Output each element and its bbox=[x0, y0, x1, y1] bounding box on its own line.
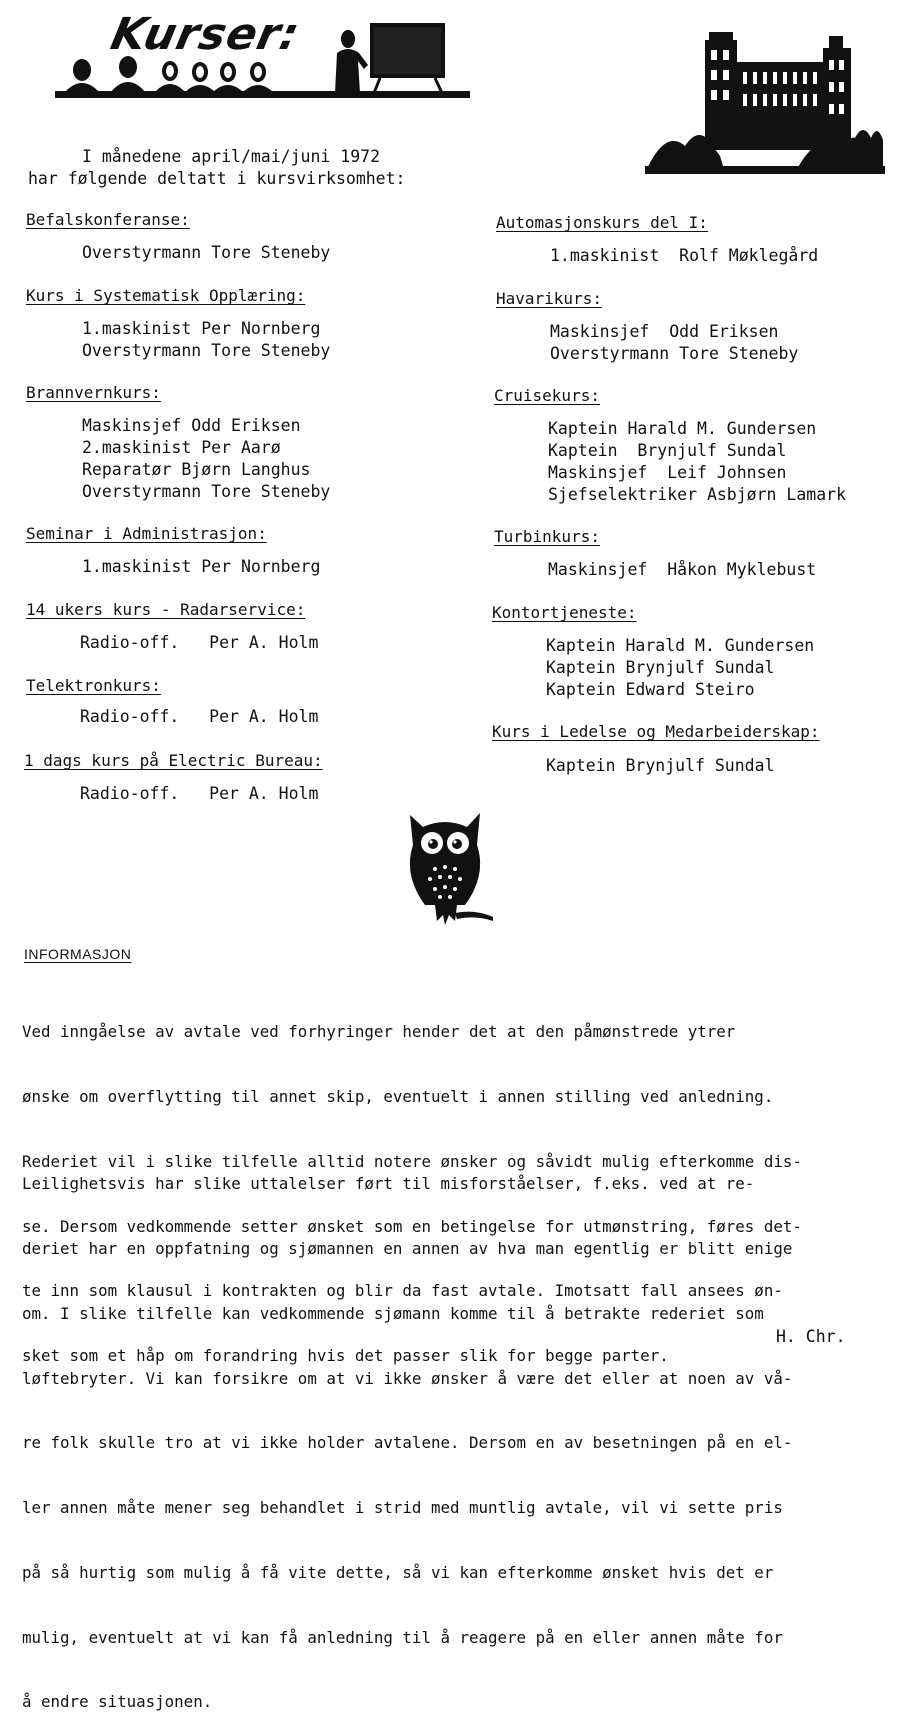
list-item: Radio-off. Per A. Holm bbox=[80, 707, 319, 726]
list-item: Kaptein Brynjulf Sundal bbox=[548, 441, 787, 460]
section-heading-befalskonferanse: Befalskonferanse: bbox=[26, 210, 190, 229]
list-item: Kaptein Brynjulf Sundal bbox=[546, 658, 775, 677]
paragraph-line: ønske om overflytting til annet skip, eventuelt i annen stilling ved anledning. bbox=[22, 1086, 774, 1106]
section-heading-havarikurs: Havarikurs: bbox=[496, 289, 602, 308]
paragraph-line: Ved inngåelse av avtale ved forhyringer hender det at den påmønstrede ytrer bbox=[22, 1022, 736, 1042]
paragraph-line: re folk skulle tro at vi ikke holder avtalene. Dersom en av besetningen på en el- bbox=[22, 1433, 793, 1453]
signature: H. Chr. bbox=[776, 1327, 846, 1346]
intro-line-2: har følgende deltatt i kursvirksomhet: bbox=[28, 169, 406, 188]
list-item: Overstyrmann Tore Steneby bbox=[550, 344, 799, 363]
list-item: Reparatør Bjørn Langhus bbox=[82, 460, 311, 479]
paragraph-line: mulig, eventuelt at vi kan få anledning til å reagere på en eller annen måte for bbox=[22, 1627, 783, 1647]
list-item: Sjefselektriker Asbjørn Lamark bbox=[548, 485, 847, 504]
section-heading-kontortjeneste: Kontortjeneste: bbox=[492, 603, 637, 622]
paragraph-line: se. Dersom vedkommende setter ønsket som en betingelse for utmønstring, føres det- bbox=[22, 1216, 802, 1236]
list-item: 2.maskinist Per Aarø bbox=[82, 438, 281, 457]
paragraph-line: å endre situasjonen. bbox=[22, 1692, 213, 1712]
section-heading-brannvernkurs: Brannvernkurs: bbox=[26, 383, 161, 402]
paragraph-line: løftebryter. Vi kan forsikre om at vi ikke ønsker å være det eller at noen av vå- bbox=[22, 1368, 793, 1388]
building-illustration bbox=[645, 28, 885, 178]
building-icon bbox=[645, 28, 885, 178]
paragraph-line: sket som et håp om forandring hvis det passer slik for begge parter. bbox=[22, 1346, 669, 1366]
section-heading-turbinkurs: Turbinkurs: bbox=[494, 527, 600, 546]
list-item: Overstyrmann Tore Steneby bbox=[82, 482, 331, 501]
list-item: Kaptein Brynjulf Sundal bbox=[546, 756, 775, 775]
section-heading-cruisekurs: Cruisekurs: bbox=[494, 386, 600, 405]
paragraph-line: Rederiet vil i slike tilfelle alltid notere ønsker og såvidt mulig efterkomme dis- bbox=[22, 1151, 802, 1171]
kurser-logo bbox=[50, 9, 475, 105]
list-item: Radio-off. Per A. Holm bbox=[80, 784, 319, 803]
owl-icon bbox=[395, 805, 495, 930]
section-heading-electric-bureau: 1 dags kurs på Electric Bureau: bbox=[24, 751, 323, 770]
paragraph-line: Leilighetsvis har slike uttalelser ført til misforståelser, f.eks. ved at re- bbox=[22, 1174, 755, 1194]
list-item: Maskinsjef Odd Eriksen bbox=[82, 416, 301, 435]
list-item: 1.maskinist Per Nornberg bbox=[82, 557, 321, 576]
list-item: 1.maskinist Per Nornberg bbox=[82, 319, 321, 338]
section-heading-telektronkurs: Telektronkurs: bbox=[26, 676, 161, 695]
logo-title: Kurser: bbox=[106, 9, 305, 60]
paragraph-line: på så hurtig som mulig å få vite dette, så vi kan efterkomme ønsket hvis det er bbox=[22, 1562, 774, 1582]
section-heading-radarservice: 14 ukers kurs - Radarservice: bbox=[26, 600, 306, 619]
list-item: Maskinsjef Odd Eriksen bbox=[550, 322, 779, 341]
section-heading-systematisk-opplaering: Kurs i Systematisk Opplæring: bbox=[26, 286, 306, 305]
list-item: Maskinsjef Håkon Myklebust bbox=[548, 560, 817, 579]
info-paragraph-2 bbox=[22, 1130, 912, 1735]
list-item: Radio-off. Per A. Holm bbox=[80, 633, 319, 652]
info-heading: INFORMASJON bbox=[24, 946, 132, 962]
list-item: Overstyrmann Tore Steneby bbox=[82, 341, 331, 360]
paragraph-line: ler annen måte mener seg behandlet i strid med muntlig avtale, vil vi sette pris bbox=[22, 1498, 783, 1518]
owl-illustration bbox=[395, 805, 495, 930]
list-item: Kaptein Harald M. Gundersen bbox=[546, 636, 815, 655]
intro-line-1: I månedene april/mai/juni 1972 bbox=[82, 147, 381, 166]
paragraph-line: te inn som klausul i kontrakten og blir da fast avtale. Imotsatt fall ansees øn- bbox=[22, 1281, 783, 1301]
list-item: Kaptein Edward Steiro bbox=[546, 680, 755, 699]
list-item: Overstyrmann Tore Steneby bbox=[82, 243, 331, 262]
paragraph-line: deriet har en oppfatning og sjømannen en annen av hva man egentlig er blitt enige bbox=[22, 1238, 793, 1258]
list-item: Kaptein Harald M. Gundersen bbox=[548, 419, 817, 438]
paragraph-line: om. I slike tilfelle kan vedkommende sjømann komme til å betrakte rederiet som bbox=[22, 1303, 764, 1323]
section-heading-ledelse: Kurs i Ledelse og Medarbeiderskap: bbox=[492, 722, 820, 741]
list-item: 1.maskinist Rolf Møklegård bbox=[550, 246, 819, 265]
section-heading-administrasjon: Seminar i Administrasjon: bbox=[26, 524, 267, 543]
section-heading-automasjonskurs: Automasjonskurs del I: bbox=[496, 213, 708, 232]
list-item: Maskinsjef Leif Johnsen bbox=[548, 463, 787, 482]
